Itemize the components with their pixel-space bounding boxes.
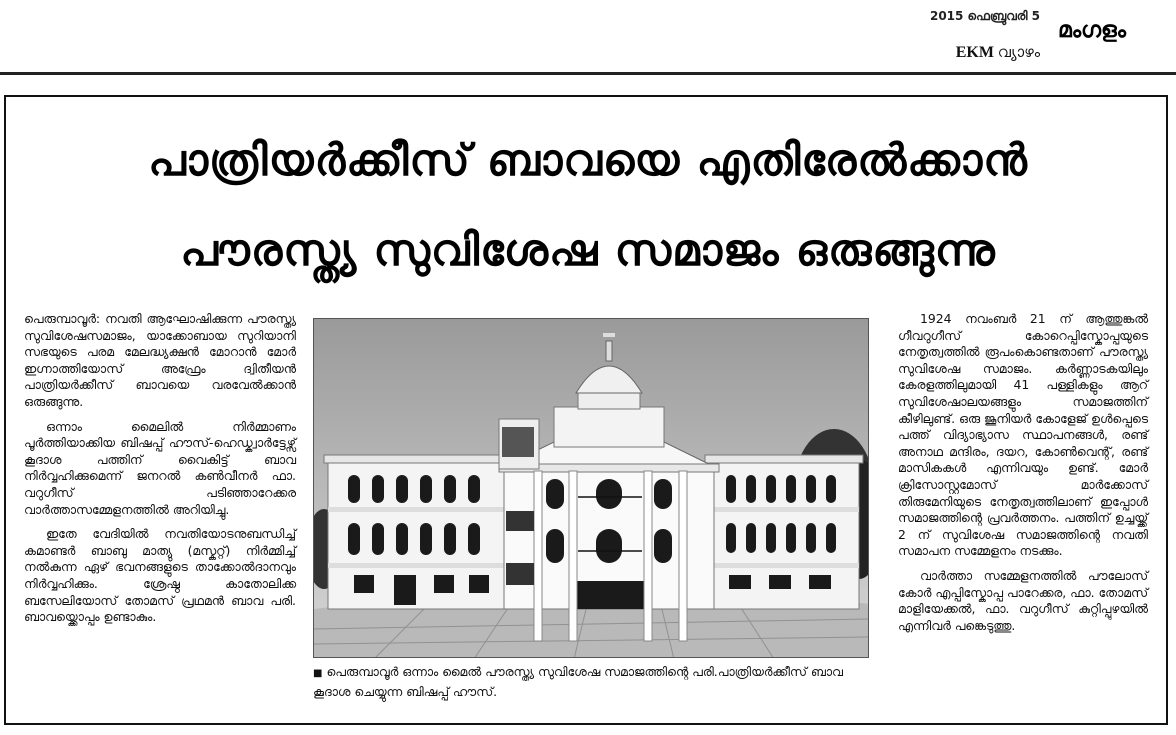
headline-line-2: പൗരസ്ത്യ സുവിശേഷ സമാജം ഒരുങ്ങുന്നു <box>180 225 996 276</box>
caption-bullet-icon: ■ <box>313 668 323 679</box>
photo-caption <box>313 663 869 701</box>
issue-date: 2015 ഫെബ്രുവരി 5 <box>929 9 1040 23</box>
building-illustration <box>314 319 869 658</box>
right-column <box>898 311 1148 642</box>
left-paragraph-3: ഇതേ വേദിയിൽ നവതിയോടനുബന്ധിച്ച് കമാണ്ടർ ബാബു മാത്യു (മസ്കറ്റ്) നിർമ്മിച്ച് നൽകുന്ന ഏഴ് ഭവനങ്ങളുടെ താക്കോൽദാനവും നിർവ്വഹിക്കും. ശ്രേഷ്ഠ കാതോലിക്ക ബസേലിയോസ് തോമസ് പ്രഥമൻ ബാവ പരി. ബാവയ്ക്കൊപ്പം ഉണ്ടാകും. <box>24 526 296 625</box>
caption-text: പെരുമ്പാവൂർ ഒന്നാം മൈൽ പൗരസ്ത്യ സുവിശേഷ സമാജത്തിന്റെ പരി.പാത്രിയർക്കീസ് ബാവ കൂദാശ ചെയ്യുന്ന ബിഷപ്പ് ഹൗസ്. <box>313 664 843 699</box>
edition-day: വ്യാഴം <box>997 45 1040 61</box>
left-paragraph-1: പെരുമ്പാവൂർ: നവതി ആഘോഷിക്കുന്ന പൗരസ്ത്യ സുവിശേഷസമാജം, യാക്കോബായ സുറിയാനി സഭയുടെ പരമ മേലദ്ധ്യക്ഷൻ മോറാൻ മോർ ഇഗ്നാത്തിയോസ് അഫ്രേം ദ്വിതീയൻ പാത്രിയർക്കീസ് ബാവയെ വരവേൽക്കാൻ ഒരുങ്ങുന്നു. <box>24 311 296 409</box>
article-frame <box>4 95 1168 725</box>
right-paragraph-1: 1924 നവംബർ 21 ന് ആത്തുങ്കൽ ഗീവറുഗീസ് കോറെപ്പിസ്കോപ്പയുടെ നേതൃത്വത്തിൽ രൂപംകൊണ്ടതാണ് പൗരസ്ത്യ സുവിശേഷ സമാജം. കർണ്ണാടകയിലും കേരളത്തിലുമായി 41 പള്ളികളും ആറ് സുവിശേഷാലയങ്ങളും സമാജത്തിന് കീഴിലുണ്ട്. ഒരു ജൂനിയർ കോളേജ് ഉൾപ്പെടെ പത്ത് വിദ്യാഭ്യാസ സ്ഥാപനങ്ങൾ, രണ്ട് അനാഥ മന്ദിരം, ദയറ, കോൺവെന്റ്, രണ്ട് മാസികകൾ എന്നിവയും ഉണ്ട്. മോർ ക്രിസോസ്റ്റമോസ് മാർക്കോസ് തിരുമേനിയുടെ നേതൃത്വത്തിലാണ് ഇപ്പോൾ സമാജത്തിന്റെ പ്രവർത്തനം. പത്തിന് ഉച്ചയ്ക്ക് 2 ന് സുവിശേഷ സമാജത്തിന്റെ നവതി സമാപന സമ്മേളനം നടക്കും. <box>898 311 1148 559</box>
masthead <box>0 0 1176 74</box>
edition-line <box>880 44 1040 62</box>
masthead-rule <box>0 72 1176 75</box>
bishop-house-photo <box>313 318 869 658</box>
right-paragraph-2: വാർത്താ സമ്മേളനത്തിൽ പൗലോസ് കോർ എപ്പിസ്കോപ്പ പാറേക്കര, ഫാ. തോമസ് മാളിയേക്കൽ, ഫാ. വറുഗീസ് കുറ്റിപ്പുഴയിൽ എന്നിവർ പങ്കെടുത്തു. <box>898 567 1148 633</box>
headline-line-1: പാത്രിയർക്കീസ് ബാവയെ എതിരേൽക്കാൻ <box>148 135 1028 186</box>
newspaper-logo: മംഗളം <box>1058 18 1126 43</box>
left-column <box>24 311 296 634</box>
left-paragraph-2: ഒന്നാം മൈലിൽ നിർമ്മാണം പൂർത്തിയാക്കിയ ബിഷപ്പ് ഹൗസ്-ഹെഡ്ക്വാർട്ടേഴ്സ് കൂദാശ പത്തിന് വൈകിട്ട് ബാവ നിർവ്വഹിക്കുമെന്ന് ജനറൽ കൺവീനർ ഫാ. വറുഗീസ് പടിഞ്ഞാറേക്കര വാർത്താസമ്മേളനത്തിൽ അറിയിച്ചു. <box>24 418 296 517</box>
edition-code: EKM <box>955 44 994 61</box>
